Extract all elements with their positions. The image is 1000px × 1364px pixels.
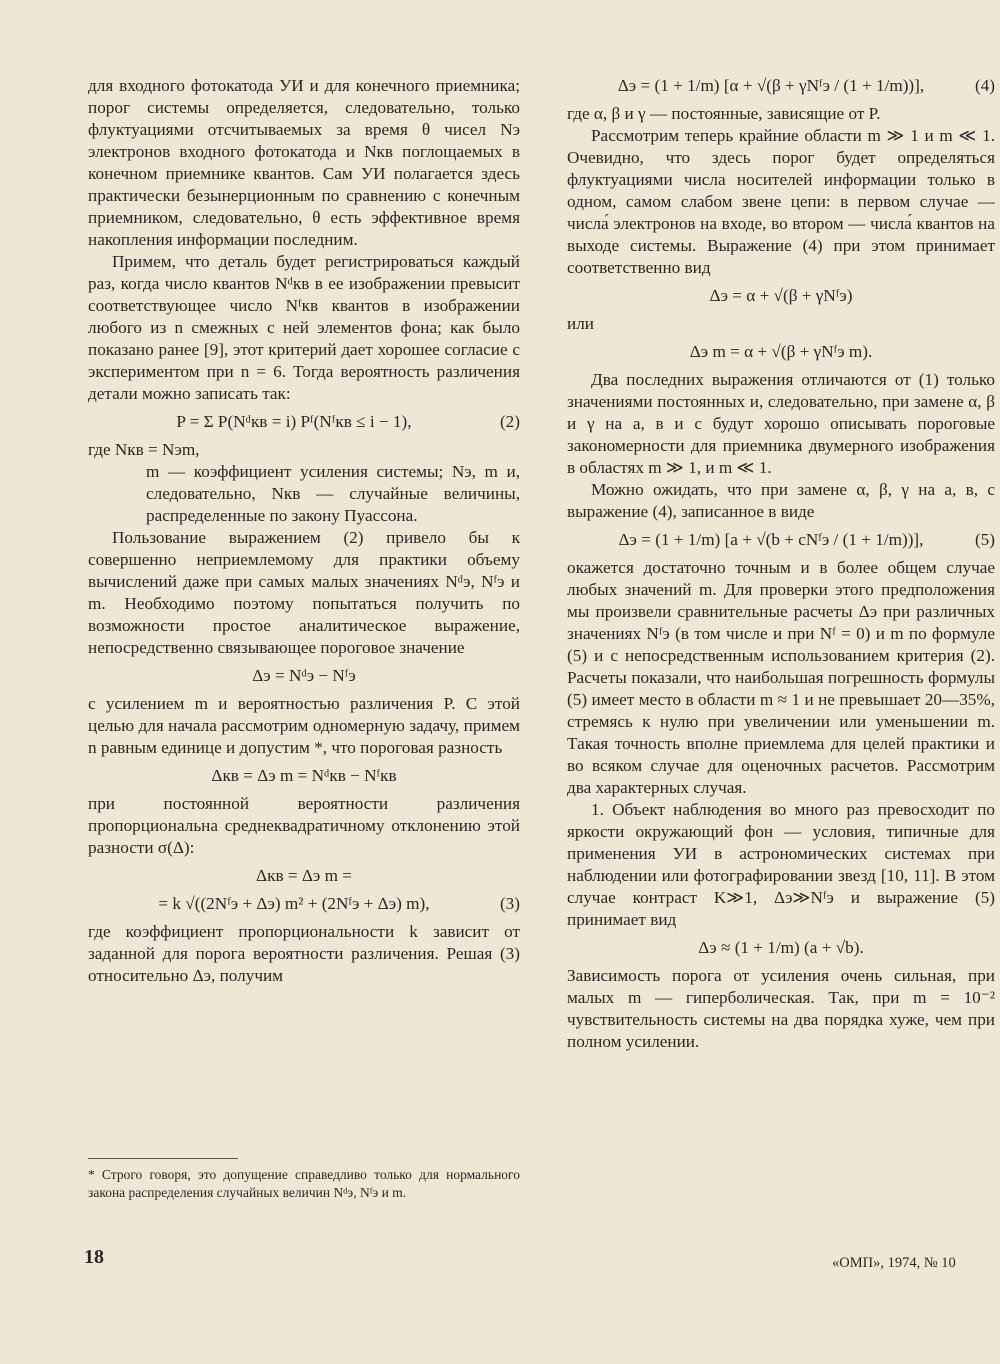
right-column <box>567 75 995 1053</box>
paragraph: 1. Объект наблюдения во много раз превосходит по яркости окружающий фон — условия, типичные для применения УИ в астрономических системах при наблюдении или фотографировании звезд [10, 11]. В этом случае контраст K≫1, Δэ≫Nᶠэ и выражение (5) принимает вид <box>567 800 995 929</box>
equation-number: (2) <box>499 412 520 431</box>
equation-4 <box>567 75 995 97</box>
journal-footer: «ОМП», 1974, № 10 <box>832 1255 956 1271</box>
where-line: где Nкв = Nэm, <box>88 440 200 459</box>
equation: = k √((2Nᶠэ + Δэ) m² + (2Nᶠэ + Δэ) m), <box>158 894 430 913</box>
or-word: или <box>567 314 594 333</box>
paragraph: Два последних выражения отличаются от (1) только значениями постоянных и, следовательно, при замене α, β и γ на a, в и c будут хорошо описывать пороговые закономерности для приемника двумерного изображения в областях m ≫ 1, и m ≪ 1. <box>567 370 995 477</box>
equation-number: (5) <box>974 530 995 549</box>
equation: Δэ = (1 + 1/m) [a + √(b + cNᶠэ / (1 + 1/m))], <box>618 530 924 549</box>
equation: Δэ = Nᵈэ − Nᶠэ <box>252 666 356 685</box>
equation-number: (4) <box>974 76 995 95</box>
paragraph: Пользование выражением (2) привело бы к совершенно неприемлемому для практики объему вычислений даже при самых малых значениях Nᵈэ, Nᶠэ и m. Необходимо поэтому попытаться получить по возможности простое аналитическое выражение, непосредственно связывающее пороговое значение <box>88 528 520 657</box>
equation: Δэ ≈ (1 + 1/m) (a + √b). <box>698 938 864 957</box>
equation: Δэ = (1 + 1/m) [α + √(β + γNᶠэ / (1 + 1/m))], <box>617 76 925 95</box>
equation-2 <box>88 411 520 433</box>
paragraph: Зависимость порога от усиления очень сильная, при малых m — гиперболическая. Так, при m = 10⁻² чувствительность системы на два порядка хуже, чем при полном усилении. <box>567 966 995 1051</box>
equation: Δкв = Δэ m = <box>256 866 352 885</box>
paragraph: для входного фотокатода УИ и для конечного приемника; порог системы определяется, следовательно, только флуктуациями отсчитываемых за время θ чисел Nэ электронов входного фотокатода и Nкв поглощаемых в конечном приемнике квантов. Сам УИ полагается здесь практически безынерционным по сравнению с конечным приемником, следовательно, θ есть эффективное время накопления информации последним. <box>88 76 520 249</box>
paragraph: с усилением m и вероятностью различения P. С этой целью для начала рассмотрим одномерную задачу, примем n равным единице и допустим *, что пороговая разность <box>88 694 520 757</box>
equation: Δэ = α + √(β + γNᶠэ) <box>709 286 853 305</box>
paragraph: Примем, что деталь будет регистрироваться каждый раз, когда число квантов Nᵈкв в ее изображении превысит соответствующее число Nᶠкв квантов в изображении любого из n смежных с ней элементов фона; как было показано ранее [9], этот критерий дает хорошее согласие с экспериментом при n = 6. Тогда вероятность различения детали можно записать так: <box>88 252 520 403</box>
equation: P = Σ P(Nᵈкв = i) Pᶠ(Nᶠкв ≤ i − 1), <box>176 412 412 431</box>
page-number: 18 <box>84 1246 104 1268</box>
paragraph: Рассмотрим теперь крайние области m ≫ 1 и m ≪ 1. Очевидно, что здесь порог будет определяться флуктуациями числа носителей информации только в одном, самом слабом звене цепи: в первом случае — числа́ электронов на входе, во втором — числа́ квантов на выходе системы. Выражение (4) при этом принимает соответственно вид <box>567 126 995 277</box>
equation-number: (3) <box>499 894 520 913</box>
equation-5 <box>567 529 995 551</box>
left-column <box>88 75 520 987</box>
footnote: * Строго говоря, это допущение справедливо только для нормального закона распределения случайных величин Nᵈэ, Nᶠэ и m. <box>88 1167 520 1200</box>
equation: Δэ m = α + √(β + γNᶠэ m). <box>689 342 873 361</box>
paragraph: Можно ожидать, что при замене α, β, γ на a, в, c выражение (4), записанное в виде <box>567 480 995 521</box>
paragraph: где α, β и γ — постоянные, зависящие от P. <box>567 104 881 123</box>
footnote-rule <box>88 1158 238 1159</box>
paragraph: при постоянной вероятности различения пропорциональна среднеквадратичному отклонению этой разности σ(Δ): <box>88 794 520 857</box>
paragraph: окажется достаточно точным и в более общем случае любых значений m. Для проверки этого предположения мы произвели сравнительные расчеты Δэ при различных значениях Nᶠэ (в том числе и при Nᶠ = 0) и m по формуле (5) и с непосредственным использованием критерия (2). Расчеты показали, что наибольшая погрешность формулы (5) имеет место в области m ≈ 1 и не превышает 20—35%, стремясь к нулю при увеличении или уменьшении m. Такая точность вполне приемлема для целей практики и во всяком случае для оценочных расчетов. Рассмотрим два характерных случая. <box>567 558 995 797</box>
equation-3 <box>88 893 520 915</box>
where-definition: m — коэффициент усиления системы; Nэ, m и, следовательно, Nкв — случайные величины, распределенные по закону Пуассона. <box>146 462 520 525</box>
equation: Δкв = Δэ m = Nᵈкв − Nᶠкв <box>211 766 397 785</box>
paragraph: где коэффициент пропорциональности k зависит от заданной для порога вероятности различения. Решая (3) относительно Δэ, получим <box>88 922 520 985</box>
